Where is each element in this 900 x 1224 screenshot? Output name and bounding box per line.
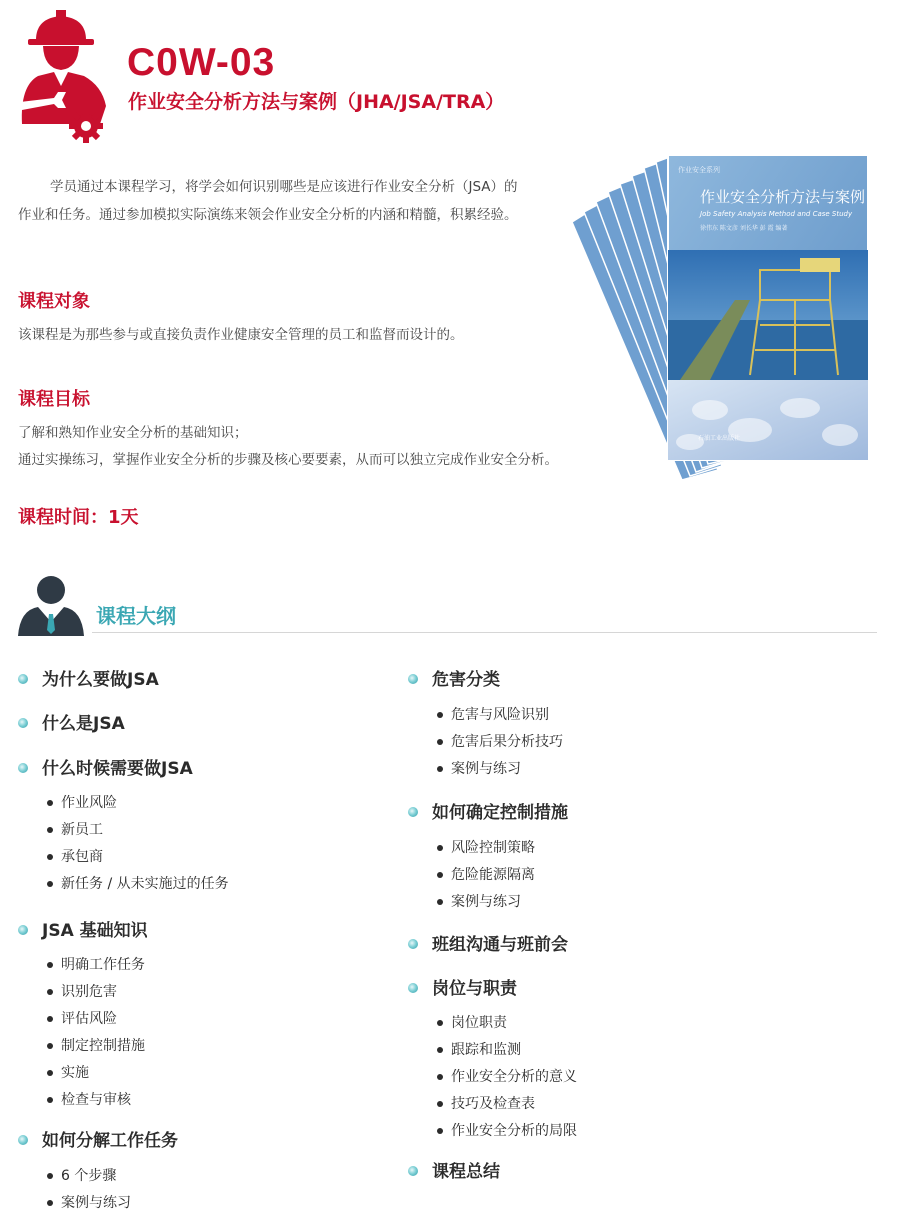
book-authors: 徐伟东 陈文彦 刘长华 彭 霞 编著 <box>700 225 788 232</box>
outline-topic: 什么是JSA <box>18 712 125 736</box>
outline-subtopic: 技巧及检查表 <box>437 1094 535 1114</box>
dot-icon <box>437 712 443 718</box>
audience-heading: 课程对象 <box>18 291 90 312</box>
outline-subtopic: 案例与练习 <box>47 1193 131 1213</box>
book-title: 作业安全分析方法与案例 <box>700 188 866 206</box>
objective-line: 通过实操练习，掌握作业安全分析的步骤及核心要要素，从而可以独立完成作业安全分析。 <box>18 452 558 468</box>
bullet-icon <box>408 939 418 949</box>
outline-subtopic: 危害后果分析技巧 <box>437 732 563 752</box>
outline-topic: 课程总结 <box>408 1160 500 1184</box>
dot-icon <box>47 881 53 887</box>
dot-icon <box>437 1020 443 1026</box>
bullet-icon <box>408 1166 418 1176</box>
dot-icon <box>437 1128 443 1134</box>
dot-icon <box>437 1047 443 1053</box>
outline-subtopic: 作业风险 <box>47 793 117 813</box>
course-intro: 学员通过本课程学习，将学会如何识别哪些是应该进行作业安全分析（JSA）的作业和任务。通过参加模拟实际演练来领会作业安全分析的内涵和精髓，积累经验。 <box>18 179 518 223</box>
dot-icon <box>47 989 53 995</box>
outline-heading: 课程大纲 <box>96 604 176 628</box>
dot-icon <box>47 800 53 806</box>
objective-line: 了解和熟知作业安全分析的基础知识； <box>18 425 248 441</box>
bullet-icon <box>408 674 418 684</box>
bullet-icon <box>408 983 418 993</box>
book-cover-image <box>560 150 880 480</box>
book-series: 作业安全系列 <box>678 166 720 174</box>
outline-topic: 如何确定控制措施 <box>408 801 568 825</box>
dot-icon <box>437 845 443 851</box>
audience-text: 该课程是为那些参与或直接负责作业健康安全管理的员工和监督而设计的。 <box>18 327 464 343</box>
course-title: 作业安全分析方法与案例（JHA/JSA/TRA） <box>128 91 505 113</box>
outline-subtopic: 作业安全分析的意义 <box>437 1067 577 1087</box>
bullet-icon <box>408 807 418 817</box>
outline-subtopic: 跟踪和监测 <box>437 1040 521 1060</box>
dot-icon <box>47 1097 53 1103</box>
outline-subtopic: 识别危害 <box>47 982 117 1002</box>
course-code: C0W-03 <box>127 41 276 84</box>
outline-subtopic: 风险控制策略 <box>437 838 535 858</box>
outline-subtopic: 明确工作任务 <box>47 955 145 975</box>
outline-subtopic: 制定控制措施 <box>47 1036 145 1056</box>
instructor-person-icon <box>16 574 86 640</box>
outline-subtopic: 案例与练习 <box>437 759 521 779</box>
objectives-heading: 课程目标 <box>18 389 90 410</box>
dot-icon <box>47 827 53 833</box>
outline-subtopic: 评估风险 <box>47 1009 117 1029</box>
divider <box>92 632 877 633</box>
course-duration: 课程时间：1天 <box>18 507 139 528</box>
bullet-icon <box>18 718 28 728</box>
bullet-icon <box>18 674 28 684</box>
dot-icon <box>47 1173 53 1179</box>
dot-icon <box>47 854 53 860</box>
outline-subtopic: 检查与审核 <box>47 1090 131 1110</box>
outline-subtopic: 实施 <box>47 1063 89 1083</box>
dot-icon <box>47 1043 53 1049</box>
dot-icon <box>47 962 53 968</box>
dot-icon <box>437 766 443 772</box>
outline-subtopic: 案例与练习 <box>437 892 521 912</box>
worker-logo-icon <box>14 6 114 144</box>
bullet-icon <box>18 1135 28 1145</box>
outline-subtopic: 6 个步骤 <box>47 1166 116 1186</box>
dot-icon <box>47 1016 53 1022</box>
outline-topic: 班组沟通与班前会 <box>408 933 568 957</box>
outline-subtopic: 危险能源隔离 <box>437 865 535 885</box>
outline-subtopic: 承包商 <box>47 847 103 867</box>
book-publisher: 石油工业出版社 <box>698 435 741 442</box>
outline-subtopic: 新任务 / 从未实施过的任务 <box>47 874 229 894</box>
outline-subtopic: 新员工 <box>47 820 103 840</box>
outline-subtopic: 作业安全分析的局限 <box>437 1121 577 1141</box>
outline-topic: 岗位与职责 <box>408 977 517 1001</box>
outline-topic: 如何分解工作任务 <box>18 1129 178 1153</box>
book-title-en: Job Safety Analysis Method and Case Study <box>700 210 853 218</box>
dot-icon <box>47 1070 53 1076</box>
dot-icon <box>437 872 443 878</box>
outline-subtopic: 危害与风险识别 <box>437 705 549 725</box>
dot-icon <box>437 739 443 745</box>
outline-topic: 为什么要做JSA <box>18 668 159 692</box>
dot-icon <box>47 1200 53 1206</box>
outline-topic: JSA 基础知识 <box>18 919 148 943</box>
bullet-icon <box>18 925 28 935</box>
outline-subtopic: 岗位职责 <box>437 1013 507 1033</box>
dot-icon <box>437 1101 443 1107</box>
bullet-icon <box>18 763 28 773</box>
dot-icon <box>437 1074 443 1080</box>
outline-topic: 什么时候需要做JSA <box>18 757 193 781</box>
outline-topic: 危害分类 <box>408 668 500 692</box>
dot-icon <box>437 899 443 905</box>
